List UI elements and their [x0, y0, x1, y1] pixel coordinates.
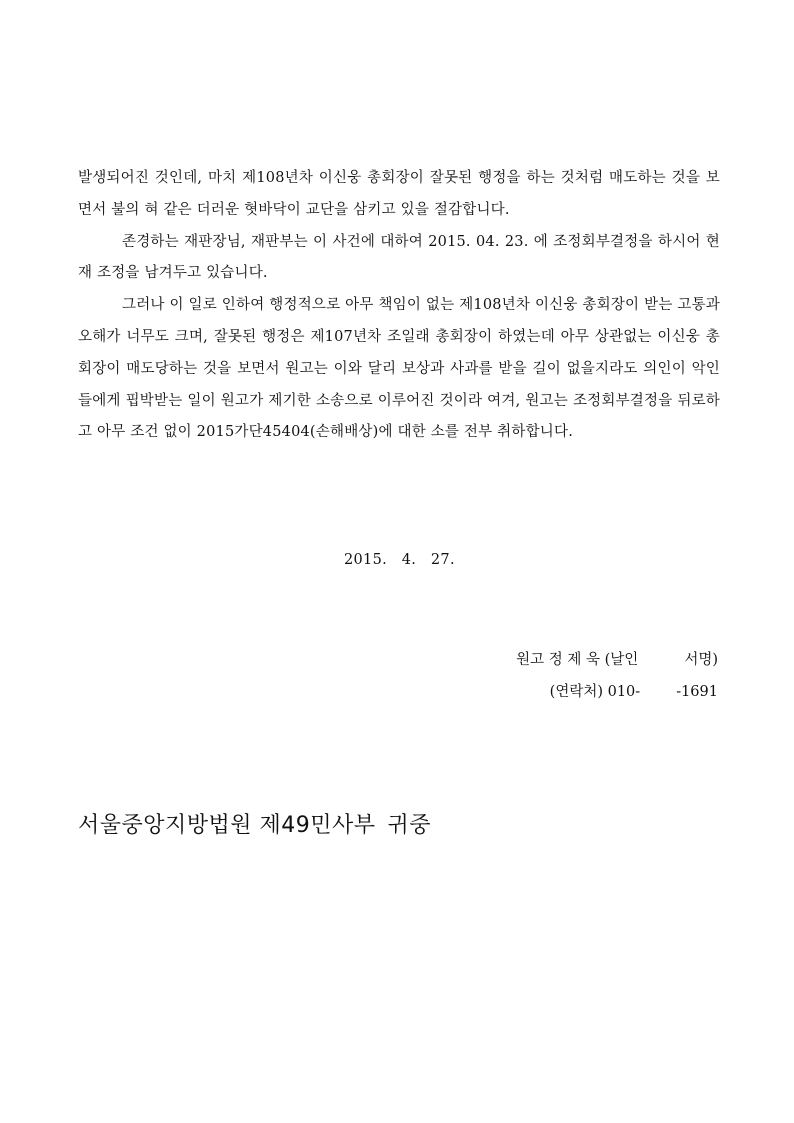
contact-line	[550, 680, 718, 701]
document-body	[78, 163, 720, 449]
paragraph-mediation: 존경하는 재판장님, 재판부는 이 사건에 대하여 2015. 04. 23. 에 조정회부결정을 하시어 현재 조정을 남겨두고 있습니다.	[78, 233, 720, 282]
contact-label: (연락처)	[549, 684, 603, 700]
contact-prefix: 010-	[607, 684, 641, 700]
signer-line	[516, 648, 718, 669]
court-name: 서울중앙지방법원 제49민사부	[78, 813, 376, 838]
paragraph-withdrawal: 그러나 이 일로 인하여 행정적으로 아무 책임이 없는 제108년차 이신웅 총회장이 받는 고통과 오해가 너무도 크며, 잘못된 행정은 제107년차 조일래 총회장이 하였는데 아무 상관없는 이신웅 총회장이 매도당하는 것을 보면서 원고는 이와 달리 보상과 사과를 받을 길이 없을지라도 의인이 악인들에게 핍박받는 일이 원고가 제기한 소송으로 이루어진 것이라 여겨, 원고는 조정회부결정을 뒤로하고 아무 조건 없이 2015가단45404(손해배상)에 대한 소를 전부 취하합니다.	[78, 297, 720, 441]
paragraph-continuation: 발생되어진 것인데, 마치 제108년차 이신웅 총회장이 잘못된 행정을 하는 것처럼 매도하는 것을 보면서 불의 혀 같은 더러운 혓바닥이 교단을 삼키고 있을 절감합니다.	[78, 170, 720, 218]
document-date: 2015. 4. 27.	[344, 552, 455, 568]
contact-suffix: -1691	[676, 684, 718, 700]
signer-text-start: 원고 정 제 욱 (날인	[516, 652, 639, 668]
signer-text-end: 서명)	[684, 652, 718, 668]
court-addressee	[78, 808, 431, 839]
court-recipient: 귀중	[387, 813, 432, 838]
